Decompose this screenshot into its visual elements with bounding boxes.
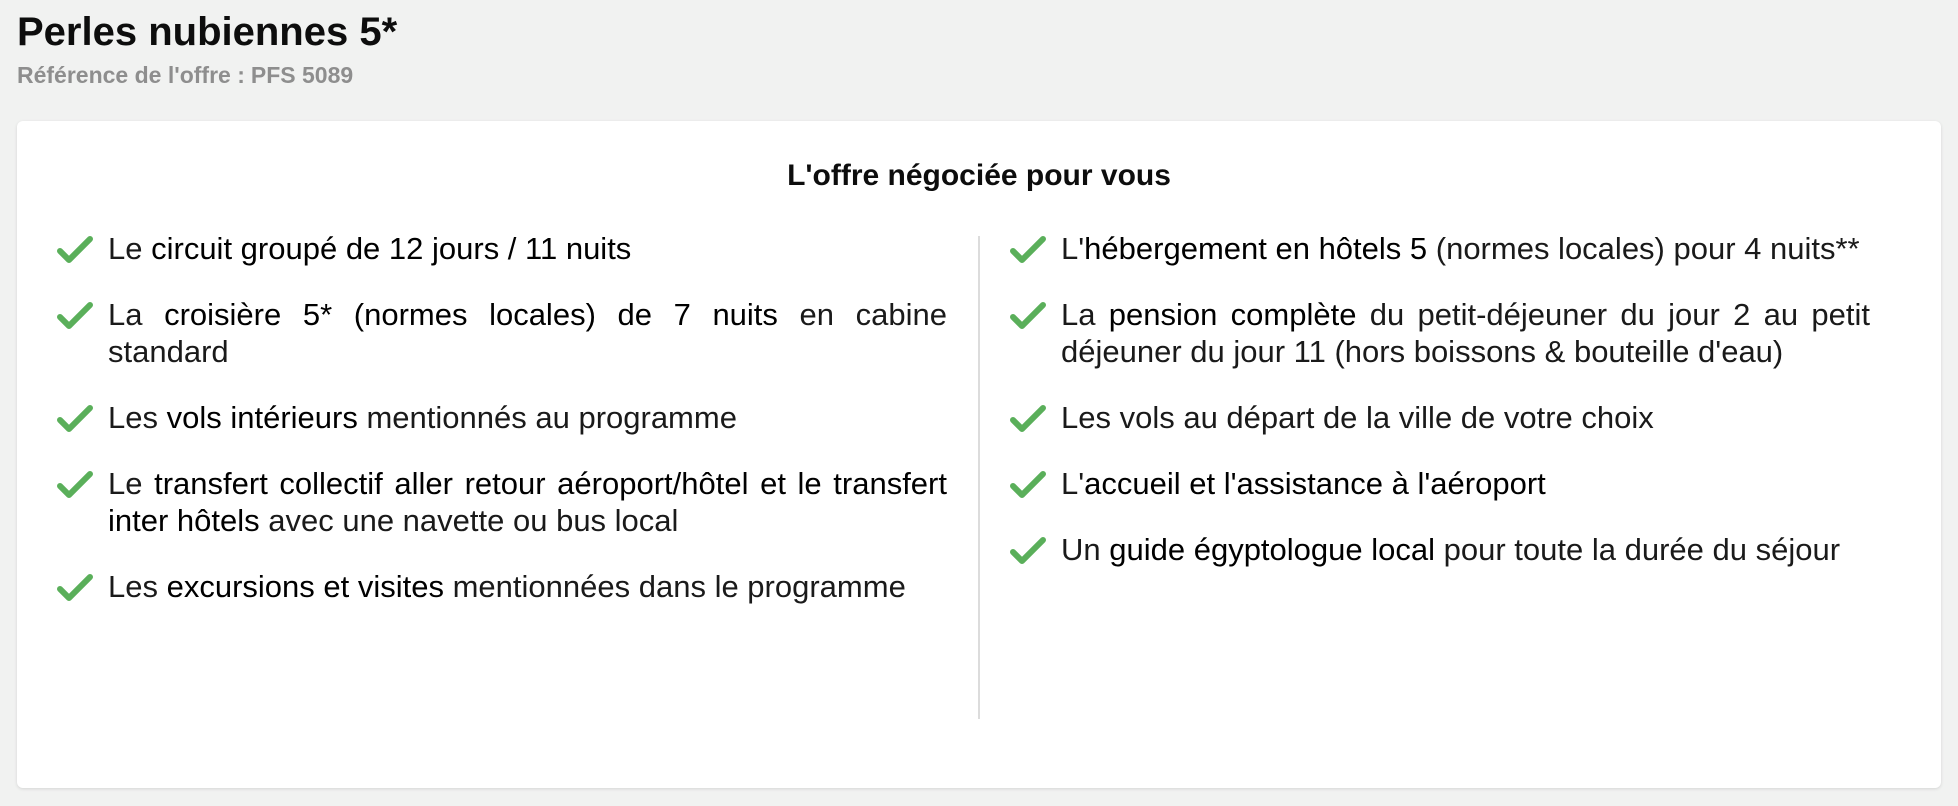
item-highlight: vols intérieurs bbox=[166, 400, 358, 435]
item-text-segment: en cabine standard bbox=[108, 297, 947, 369]
offer-reference-value: PFS 5089 bbox=[250, 62, 354, 88]
included-item bbox=[1010, 399, 1870, 436]
checkmark-icon bbox=[57, 300, 93, 332]
included-item bbox=[57, 230, 947, 267]
checkmark-icon bbox=[1010, 300, 1046, 332]
item-highlight: transfert collectif aller retour aéroport/hôtel et le transfert inter hôtels bbox=[108, 466, 947, 538]
checkmark-icon bbox=[1010, 535, 1046, 567]
item-text-segment: (normes locales) pour 4 nuits** bbox=[1427, 231, 1860, 266]
item-highlight: hébergement en hôtels 5 bbox=[1084, 231, 1428, 266]
included-item-text bbox=[1061, 531, 1870, 568]
checkmark-icon bbox=[57, 572, 93, 604]
checkmark-icon bbox=[57, 403, 93, 435]
included-item bbox=[57, 296, 947, 370]
included-list-left bbox=[57, 230, 947, 634]
negotiated-offer-card bbox=[17, 121, 1941, 788]
included-item bbox=[57, 568, 947, 605]
included-item bbox=[1010, 531, 1870, 568]
item-highlight: accueil et l'assistance à l'aéroport bbox=[1084, 466, 1546, 501]
item-text-segment: La bbox=[108, 297, 165, 332]
checkmark-icon bbox=[1010, 403, 1046, 435]
item-text-segment: pour toute la durée du séjour bbox=[1435, 532, 1841, 567]
included-item-text bbox=[108, 465, 947, 539]
item-text-segment: Les bbox=[108, 569, 167, 604]
offer-reference bbox=[17, 60, 397, 90]
item-text-segment: Un bbox=[1061, 532, 1110, 567]
item-highlight: pension complète bbox=[1108, 297, 1357, 332]
item-text-segment: Le bbox=[108, 231, 152, 266]
included-item-text bbox=[108, 230, 947, 267]
column-divider bbox=[978, 236, 980, 719]
item-highlight: croisière 5* (normes locales) de 7 nuits bbox=[164, 297, 778, 332]
card-title: L'offre négociée pour vous bbox=[787, 159, 1171, 192]
item-text-segment: La bbox=[1061, 297, 1109, 332]
item-text-segment: mentionnées dans le programme bbox=[444, 569, 906, 604]
checkmark-icon bbox=[57, 469, 93, 501]
item-text-segment: L' bbox=[1061, 231, 1085, 266]
item-text-segment: L' bbox=[1061, 466, 1085, 501]
included-item-text bbox=[1061, 296, 1870, 370]
offer-header bbox=[17, 6, 397, 90]
checkmark-icon bbox=[1010, 469, 1046, 501]
item-highlight: excursions et visites bbox=[166, 569, 444, 604]
included-item bbox=[57, 399, 947, 436]
item-text-segment: du petit-déjeuner du jour 2 au petit déjeuner du jour 11 (hors boissons & bouteille d'eau) bbox=[1061, 297, 1870, 369]
item-highlight: guide égyptologue local bbox=[1109, 532, 1436, 567]
offer-title: Perles nubiennes 5* bbox=[17, 10, 398, 54]
checkmark-icon bbox=[57, 234, 93, 266]
included-item-text bbox=[108, 296, 947, 370]
included-list-right bbox=[1010, 230, 1870, 597]
included-item bbox=[1010, 465, 1870, 502]
included-item-text bbox=[108, 568, 947, 605]
included-item-text bbox=[1061, 465, 1870, 502]
offer-reference-label: Référence de l'offre : bbox=[17, 62, 245, 88]
included-item-text bbox=[1061, 230, 1870, 267]
item-text-segment: Le bbox=[108, 466, 155, 501]
item-highlight: circuit groupé de 12 jours / 11 nuits bbox=[151, 231, 632, 266]
item-text-segment: Les bbox=[108, 400, 167, 435]
item-text-segment: Les vols au départ de la ville de votre choix bbox=[1061, 400, 1654, 435]
included-item bbox=[1010, 230, 1870, 267]
included-item-text bbox=[108, 399, 947, 436]
included-item-text bbox=[1061, 399, 1870, 436]
item-text-segment: mentionnés au programme bbox=[357, 400, 737, 435]
included-item bbox=[1010, 296, 1870, 370]
checkmark-icon bbox=[1010, 234, 1046, 266]
included-item bbox=[57, 465, 947, 539]
item-text-segment: avec une navette ou bus local bbox=[259, 503, 679, 538]
